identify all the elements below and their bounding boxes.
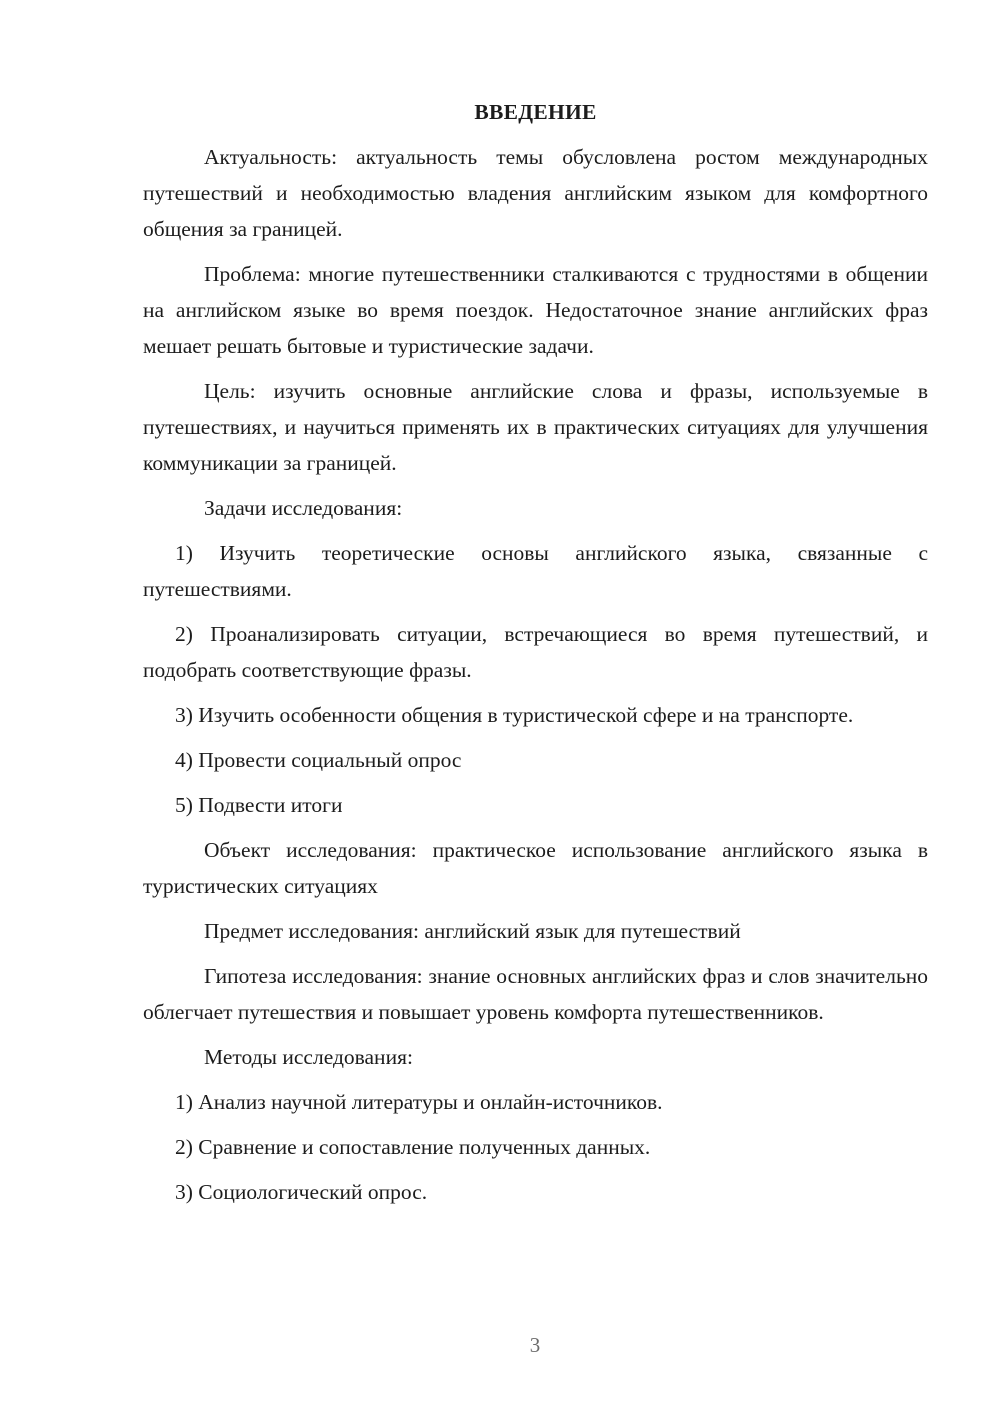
paragraph-goal: Цель: изучить основные английские слова и фразы, используемые в путешествиях, и научиться применять их в практических ситуациях для улучшения коммуникации за границей. bbox=[143, 379, 928, 475]
list-item-task-3: 3) Изучить особенности общения в туристической сфере и на транспорте. bbox=[175, 703, 854, 727]
paragraph-relevance: Актуальность: актуальность темы обусловлена ростом международных путешествий и необходимостью владения английским языком для комфортного общения за границей. bbox=[143, 145, 928, 241]
list-item-task-5: 5) Подвести итоги bbox=[175, 793, 343, 817]
page-number: 3 bbox=[529, 1333, 541, 1357]
paragraph-subject: Предмет исследования: английский язык для путешествий bbox=[204, 919, 741, 943]
document-page bbox=[143, 94, 928, 1219]
page-title: ВВЕДЕНИЕ bbox=[474, 100, 597, 124]
paragraph-problem: Проблема: многие путешественники сталкиваются с трудностями в общении на английском языке во время поездок. Недостаточное знание английских фраз мешает решать бытовые и туристические задачи. bbox=[143, 262, 928, 358]
paragraph-object: Объект исследования: практическое использование английского языка в туристических ситуациях bbox=[143, 838, 928, 898]
paragraph-methods-heading: Методы исследования: bbox=[204, 1045, 413, 1069]
list-item-method-3: 3) Социологический опрос. bbox=[175, 1180, 428, 1204]
list-item-method-1: 1) Анализ научной литературы и онлайн-источников. bbox=[175, 1090, 663, 1114]
list-item-task-2: 2) Проанализировать ситуации, встречающиеся во время путешествий, и подобрать соответствующие фразы. bbox=[143, 622, 928, 682]
paragraph-hypothesis: Гипотеза исследования: знание основных английских фраз и слов значительно облегчает путешествия и повышает уровень комфорта путешественников. bbox=[143, 964, 928, 1024]
paragraph-tasks-heading: Задачи исследования: bbox=[204, 496, 403, 520]
list-item-task-4: 4) Провести социальный опрос bbox=[175, 748, 462, 772]
list-item-task-1: 1) Изучить теоретические основы английского языка, связанные с путешествиями. bbox=[143, 541, 928, 601]
list-item-method-2: 2) Сравнение и сопоставление полученных данных. bbox=[175, 1135, 651, 1159]
